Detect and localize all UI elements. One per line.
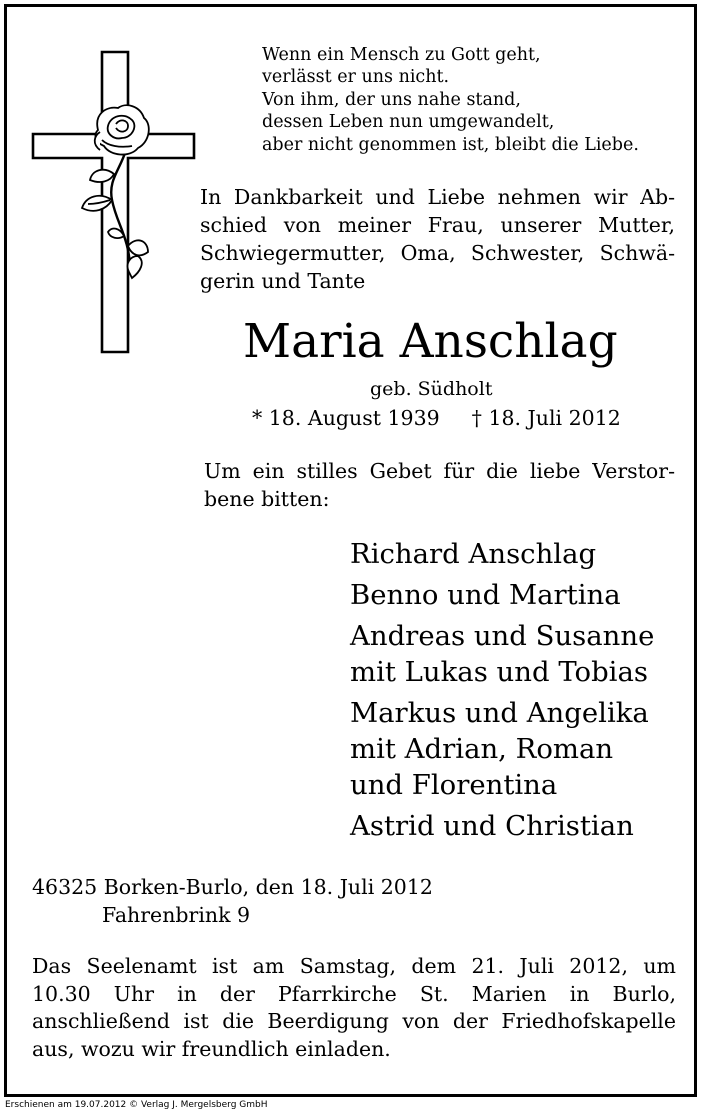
service-line: anschließend ist die Beerdigung von der Friedhofskapelle bbox=[32, 1009, 676, 1033]
death-date: † 18. Juli 2012 bbox=[471, 406, 621, 430]
address-block bbox=[32, 873, 433, 929]
mourners-list bbox=[350, 536, 654, 849]
farewell-line: Schwiegermutter, Oma, Schwester, Schwä- bbox=[200, 241, 675, 265]
mourner-group bbox=[350, 618, 654, 690]
prayer-line: bene bitten: bbox=[204, 487, 330, 511]
poem-line: aber nicht genommen ist, bleibt die Liebe. bbox=[262, 134, 639, 155]
birth-date: * 18. August 1939 bbox=[252, 406, 440, 430]
service-line: aus, wozu wir freundlich einladen. bbox=[32, 1036, 391, 1061]
farewell-line: In Dankbarkeit und Liebe nehmen wir Ab- bbox=[200, 185, 675, 209]
prayer-paragraph bbox=[204, 457, 675, 513]
mourner-group bbox=[350, 577, 654, 613]
city-date: 46325 Borken-Burlo, den 18. Juli 2012 bbox=[32, 875, 433, 899]
publication-footer: Erschienen am 19.07.2012 © Verlag J. Mergelsberg GmbH bbox=[5, 1100, 268, 1110]
service-paragraph bbox=[32, 953, 676, 1063]
poem bbox=[262, 44, 639, 156]
mourner-line: und Florentina bbox=[350, 769, 558, 801]
mourner-group bbox=[350, 808, 654, 844]
service-line: Das Seelenamt ist am Samstag, dem 21. Juli 2012, um bbox=[32, 954, 676, 978]
life-dates bbox=[252, 406, 621, 430]
mourner-line: Benno und Martina bbox=[350, 579, 621, 611]
birth-name: geb. Südholt bbox=[370, 378, 493, 400]
farewell-line: schied von meiner Frau, unserer Mutter, bbox=[200, 213, 675, 237]
mourner-line: Astrid und Christian bbox=[350, 810, 634, 842]
poem-line: Von ihm, der uns nahe stand, bbox=[262, 89, 521, 110]
mourner-group bbox=[350, 536, 654, 572]
farewell-paragraph bbox=[200, 183, 675, 295]
poem-line: Wenn ein Mensch zu Gott geht, bbox=[262, 45, 541, 65]
mourner-group bbox=[350, 695, 654, 803]
prayer-line: Um ein stilles Gebet für die liebe Verstor- bbox=[204, 459, 675, 483]
mourner-line: mit Lukas und Tobias bbox=[350, 656, 648, 688]
service-line: 10.30 Uhr in der Pfarrkirche St. Marien in Burlo, bbox=[32, 981, 676, 1006]
farewell-line: gerin und Tante bbox=[200, 269, 366, 293]
street-address: Fahrenbrink 9 bbox=[102, 903, 251, 927]
mourner-line: Andreas und Susanne bbox=[350, 620, 655, 652]
mourner-line: mit Adrian, Roman bbox=[350, 733, 614, 765]
mourner-line: Markus und Angelika bbox=[350, 697, 649, 729]
cross-with-rose-icon bbox=[28, 50, 198, 358]
mourner-line: Richard Anschlag bbox=[350, 538, 597, 570]
poem-line: verlässt er uns nicht. bbox=[262, 67, 450, 88]
deceased-name: Maria Anschlag bbox=[243, 314, 618, 369]
poem-line: dessen Leben nun umgewandelt, bbox=[262, 112, 555, 133]
